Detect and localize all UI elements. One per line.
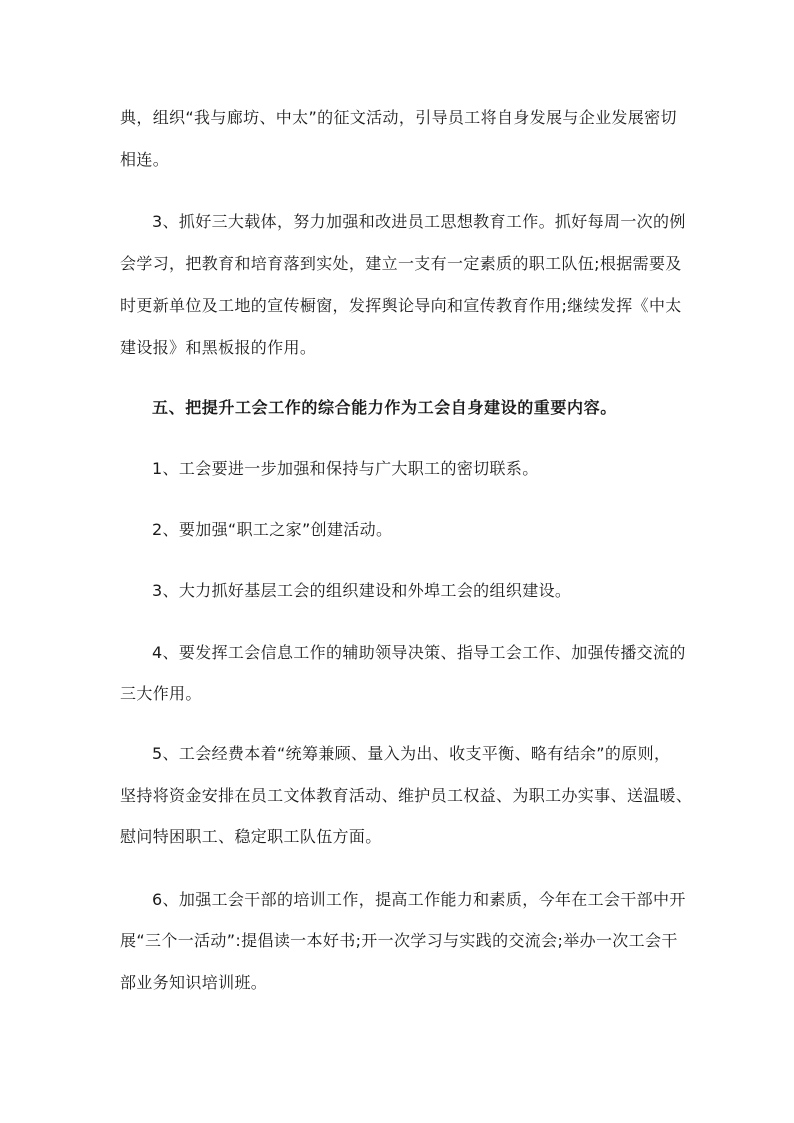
paragraph-line: 3、抓好三大载体，努力加强和改进员工思想教育工作。抓好每周一次的例 [152, 212, 686, 231]
paragraph-line: 坚持将资金安排在员工文体教育活动、维护员工权益、为职工办实事、送温暖、 [120, 786, 693, 805]
paragraph-line: 相连。 [120, 150, 170, 169]
list-item: 5、工会经费本着“统筹兼顾、量入为出、收支平衡、略有结余”的原则， [152, 744, 671, 763]
paragraph-line: 典，组织“我与廊坊、中太”的征文活动，引导员工将自身发展与企业发展密切 [120, 108, 677, 127]
paragraph-line: 三大作用。 [120, 684, 202, 703]
list-item: 3、大力抓好基层工会的组织建设和外埠工会的组织建设。 [152, 581, 572, 600]
paragraph-line: 展“三个一活动”:提倡读一本好书;开一次学习与实践的交流会;举办一次工会干 [120, 931, 678, 950]
paragraph-line: 建设报》和黑板报的作用。 [120, 338, 317, 357]
list-item: 4、要发挥工会信息工作的辅助领导决策、指导工会工作、加强传播交流的 [152, 643, 686, 662]
paragraph-line: 部业务知识培训班。 [120, 973, 268, 992]
paragraph-line: 会学习，把教育和培育落到实处，建立一支有一定素质的职工队伍;根据需要及 [120, 254, 682, 273]
list-item: 1、工会要进一步加强和保持与广大职工的密切联系。 [152, 459, 539, 478]
paragraph-line: 慰问特困职工、稳定职工队伍方面。 [120, 827, 382, 846]
list-item: 6、加强工会干部的培训工作，提高工作能力和素质，今年在工会干部中开 [152, 890, 686, 909]
list-item: 2、要加强“职工之家”创建活动。 [152, 520, 393, 539]
section-heading: 五、把提升工会工作的综合能力作为工会自身建设的重要内容。 [152, 398, 617, 417]
paragraph-line: 时更新单位及工地的宣传橱窗，发挥舆论导向和宣传教育作用;继续发挥《中太 [120, 296, 682, 315]
